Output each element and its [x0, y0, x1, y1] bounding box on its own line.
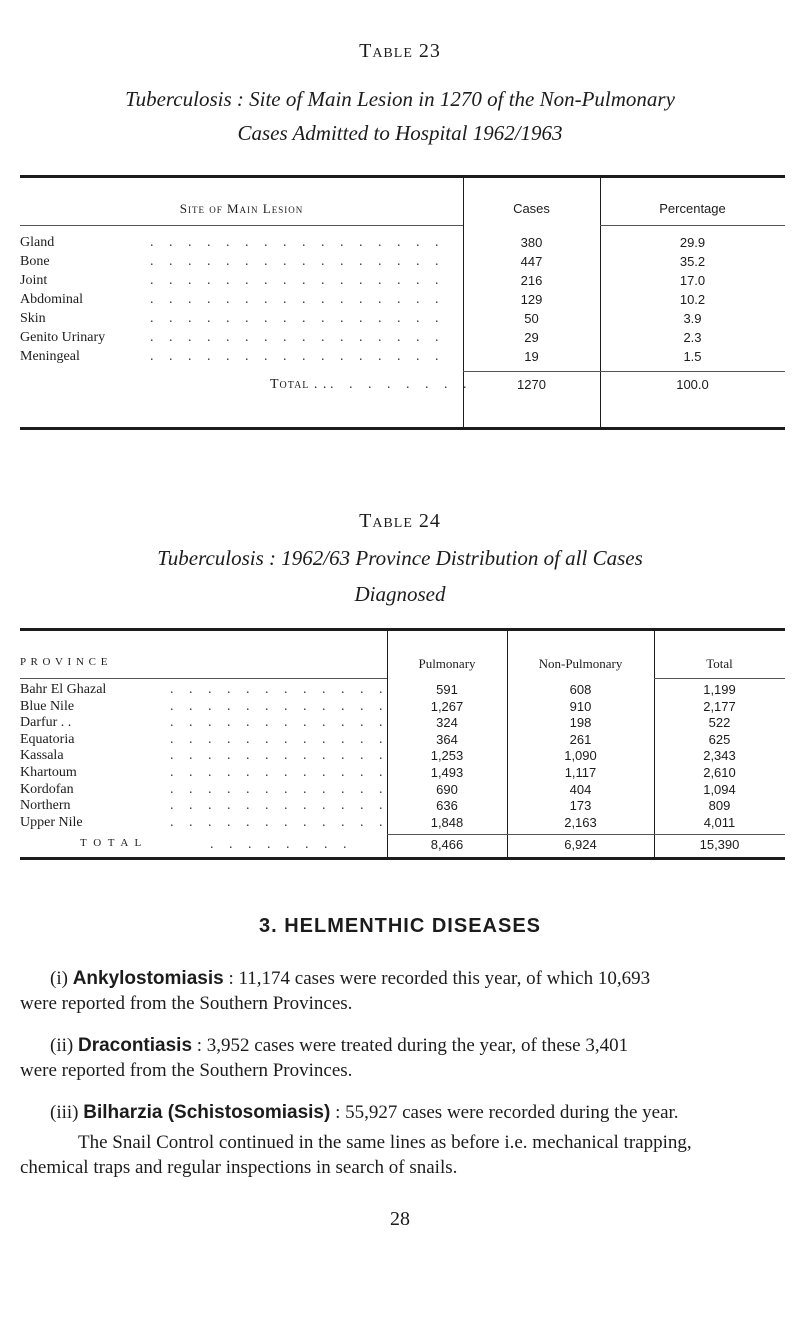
table23-cases: 447 [520, 254, 543, 269]
table23-header-percentage: Percentage [659, 201, 726, 216]
table23-row: Joint . . . . . . . . . . . . . . . . 216 17.0 [20, 273, 785, 290]
table24-pulmonary: 1,253 [430, 748, 464, 764]
paragraph-dracontiasis [20, 1033, 770, 1083]
item-1-number: (i) [50, 968, 68, 989]
table23-pct: 10.2 [679, 292, 706, 307]
table23-title [0, 82, 800, 150]
table24-total: 1,094 [703, 781, 736, 797]
table24-total-row: T O T A L . . . . . . . . 8,466 6,924 15,390 [20, 837, 785, 854]
table23-site: Skin [20, 311, 46, 326]
table24-province: Bahr El Ghazal [20, 682, 107, 697]
item-3-term: Bilharzia (Schistosomiasis) [83, 1102, 331, 1123]
table24-province: Kordofan [20, 781, 74, 797]
table24-pulmonary: 364 [436, 731, 458, 747]
table24-non-pulmonary: 404 [569, 781, 592, 797]
table24-total: 809 [708, 798, 731, 814]
paragraph-snail-control [20, 1130, 778, 1180]
table23-site: Meningeal [20, 349, 80, 364]
table23-site: Joint [20, 273, 48, 288]
table23-header-site: Site of Main Lesion [179, 201, 304, 216]
table23-pct: 35.2 [679, 254, 706, 269]
table23-site: Gland [20, 235, 55, 250]
table24-province: Kassala [20, 748, 64, 764]
table24-row: Equatoria . . . . . . . . . . . . 364 261 625 [20, 732, 785, 749]
table23-cases: 216 [520, 273, 543, 288]
table24-pulmonary: 1,493 [430, 765, 464, 780]
table24-province: Khartoum [20, 765, 77, 780]
table24-pulmonary: 324 [436, 715, 458, 731]
table24-non-pulmonary: 910 [569, 698, 592, 714]
table24-total: 2,343 [703, 748, 736, 764]
table23-cases: 29 [524, 330, 539, 345]
item-3-number: (iii) [50, 1102, 79, 1123]
item-2-term: Dracontiasis [77, 1035, 193, 1056]
table24-pulmonary: 1,848 [430, 814, 464, 830]
table23-cases: 19 [524, 349, 539, 364]
paragraph-bilharzia [50, 1100, 770, 1125]
item-1-text-line1: : 11,174 cases were recorded this year, of which 10,693 [228, 968, 651, 989]
table23-total-pct: 100.0 [676, 377, 709, 392]
table23-pct: 1.5 [683, 349, 702, 364]
table23-site: Genito Urinary [20, 330, 106, 345]
table24-row: Bahr El Ghazal . . . . . . . . . . . . 591 608 1,199 [20, 682, 785, 699]
table24-non-pulmonary: 608 [569, 682, 592, 697]
table23-row: Skin . . . . . . . . . . . . . . . . 50 3.9 [20, 311, 785, 328]
table24-row: Khartoum . . . . . . . . . . . . 1,493 1,117 2,610 [20, 765, 785, 782]
snail-line-2: chemical traps and regular inspections in search of snails. [20, 1157, 458, 1178]
table24-pulmonary: 591 [436, 682, 458, 697]
table24-non-pulmonary: 2,163 [564, 814, 597, 830]
table23-row: Bone . . . . . . . . . . . . . . . . 447 35.2 [20, 254, 785, 271]
table23-row: Meningeal . . . . . . . . . . . . . . . . 19 1.5 [20, 349, 785, 366]
table24-total: 1,199 [703, 682, 736, 697]
table24-row: Northern . . . . . . . . . . . . 636 173 809 [20, 798, 785, 815]
table24-total-non-pulmonary: 6,924 [564, 837, 597, 852]
table24-province: Upper Nile [20, 814, 83, 830]
table23-total-label: Total . . [270, 377, 328, 392]
table24-row: Kassala . . . . . . . . . . . . 1,253 1,090 2,343 [20, 748, 785, 765]
table24-non-pulmonary: 173 [569, 798, 592, 814]
table23-row: Gland . . . . . . . . . . . . . . . . 380 29.9 [20, 235, 785, 252]
item-3-text-line1: : 55,927 cases were recorded during the year. [335, 1102, 679, 1123]
table24-title-line2: Diagnosed [354, 582, 446, 606]
table23-total-cases: 1270 [517, 377, 546, 392]
table24-pulmonary: 690 [436, 781, 458, 797]
table24-province: Northern [20, 798, 71, 814]
table24-total-total: 15,390 [699, 837, 740, 852]
table23-header-cases: Cases [513, 201, 550, 216]
table24-total: 4,011 [703, 814, 736, 830]
table23-total-row: Total . . . . . . . . . . 1270 100.0 [20, 377, 785, 394]
table24-total: 2,177 [703, 698, 736, 714]
item-1-term: Ankylostomiasis [72, 968, 224, 989]
table23-cases: 50 [524, 311, 539, 326]
snail-line-1: The Snail Control continued in the same lines as before i.e. mechanical trapping, [78, 1132, 692, 1153]
table24-non-pulmonary: 1,117 [564, 765, 597, 780]
table24-header-pulmonary: Pulmonary [418, 656, 476, 671]
table23-row: Genito Urinary . . . . . . . . . . . . . . . . 29 2.3 [20, 330, 785, 347]
item-2-text-line2: were reported from the Southern Provinces. [20, 1060, 353, 1081]
table24-total: 625 [708, 731, 731, 747]
table23-pct: 3.9 [683, 311, 702, 326]
table23-pct: 2.3 [683, 330, 702, 345]
table24-header-non-pulmonary: Non-Pulmonary [538, 656, 623, 671]
table24-header-total: Total [706, 656, 733, 671]
table23-site: Bone [20, 254, 50, 269]
table24-total: 2,610 [703, 765, 736, 780]
table23-pct: 29.9 [679, 235, 706, 250]
table24-pulmonary: 636 [436, 798, 458, 814]
table23-site: Abdominal [20, 292, 83, 307]
table24-non-pulmonary: 261 [569, 731, 592, 747]
item-2-text-line1: : 3,952 cases were treated during the year, of these 3,401 [196, 1035, 629, 1056]
paragraph-ankylostomiasis [20, 966, 770, 1016]
table23-caption [0, 40, 800, 63]
table23 [20, 175, 785, 430]
table23-pct: 17.0 [679, 273, 706, 288]
table24-non-pulmonary: 198 [569, 715, 592, 731]
table24-total: 522 [708, 715, 731, 731]
table24-label: Table 24 [359, 510, 441, 532]
table23-row: Abdominal . . . . . . . . . . . . . . . . 129 10.2 [20, 292, 785, 309]
table24-province: Darfur . . [20, 715, 72, 731]
table24-caption [0, 510, 800, 533]
item-2-number: (ii) [50, 1035, 74, 1056]
table23-cases: 380 [520, 235, 543, 250]
table23-title-line2: Cases Admitted to Hospital 1962/1963 [237, 121, 563, 145]
table24-province: Equatoria [20, 731, 75, 747]
table24-total-label: T O T A L [80, 837, 144, 849]
table24-total-pulmonary: 8,466 [430, 837, 464, 852]
table24-row: Kordofan . . . . . . . . . . . . 690 404 1,094 [20, 782, 785, 799]
table23-label: Table 23 [359, 40, 441, 62]
table24-row: Darfur . . . . . . . . . . . . . . 324 198 522 [20, 715, 785, 732]
table24-row: Blue Nile . . . . . . . . . . . . 1,267 910 2,177 [20, 699, 785, 716]
table23-title-line1: Tuberculosis : Site of Main Lesion in 1270 of the Non-Pulmonary [125, 87, 675, 111]
table24-pulmonary: 1,267 [430, 698, 464, 714]
table24-row: Upper Nile . . . . . . . . . . . . 1,848 2,163 4,011 [20, 815, 785, 832]
table24-header-province: P R O V I N C E [20, 656, 109, 668]
table24-title-line1: Tuberculosis : 1962/63 Province Distribution of all Cases [157, 546, 643, 570]
table23-cases: 129 [520, 292, 543, 307]
page-number: 28 [390, 1208, 410, 1230]
table24-title [0, 540, 800, 612]
section-heading: 3. HELMENTHIC DISEASES [258, 915, 542, 937]
table24-non-pulmonary: 1,090 [564, 748, 597, 764]
item-1-text-line2: were reported from the Southern Provinces. [20, 993, 353, 1014]
table24 [20, 628, 785, 860]
table24-province: Blue Nile [20, 698, 75, 714]
